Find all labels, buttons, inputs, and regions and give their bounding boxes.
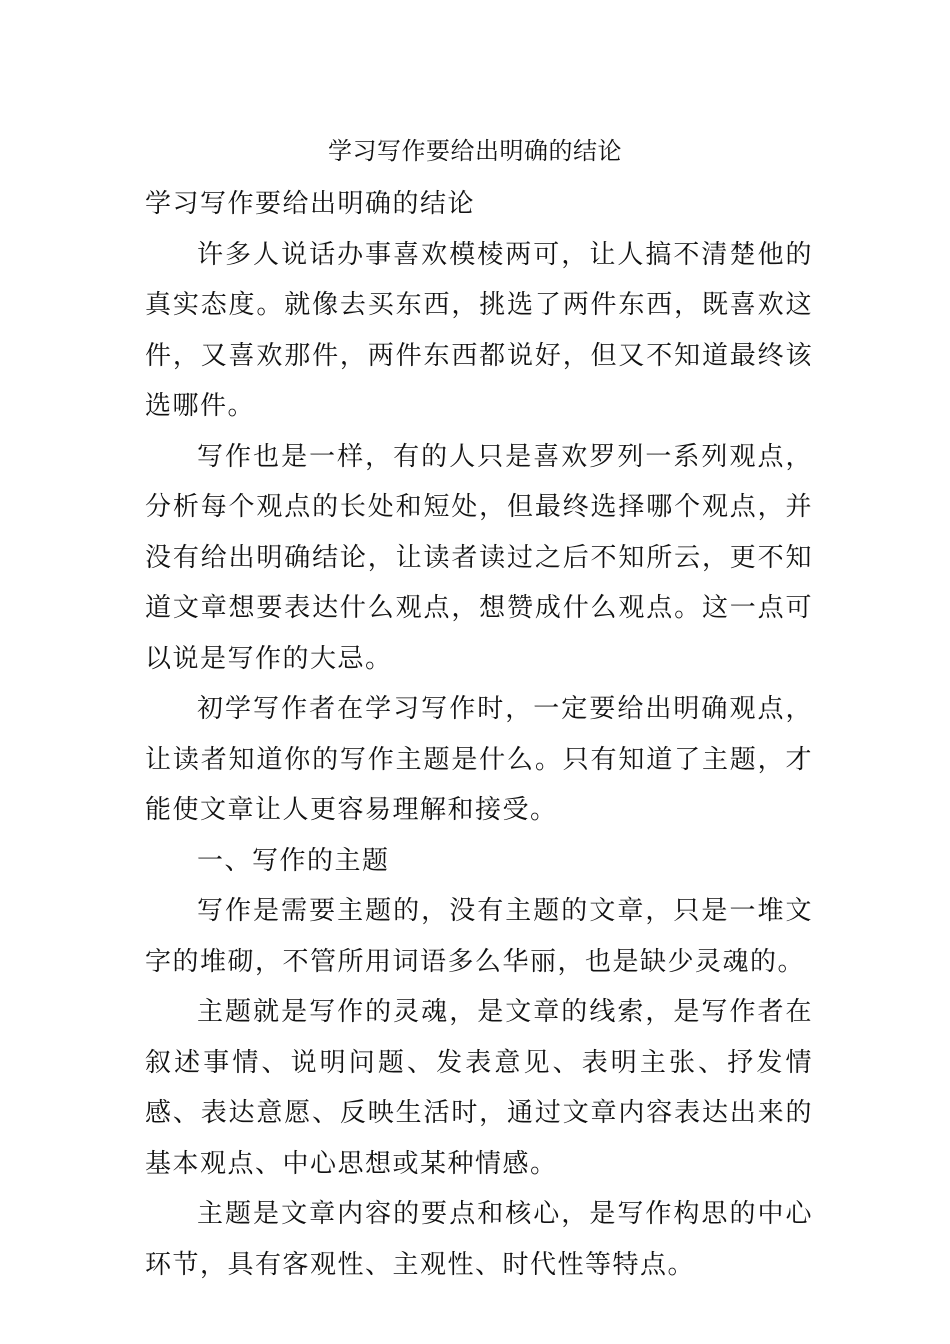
document-title: 学习写作要给出明确的结论 [328, 137, 622, 165]
paragraph: 写作是需要主题的，没有主题的文章，只是一堆文字的堆砌，不管所用词语多么华丽，也是缺少灵魂的。 [145, 896, 813, 977]
paragraph: 初学写作者在学习写作时，一定要给出明确观点，让读者知道你的写作主题是什么。只有知道了主题，才能使文章让人更容易理解和接受。 [145, 694, 813, 825]
document-subtitle: 学习写作要给出明确的结论 [145, 189, 476, 219]
paragraph: 许多人说话办事喜欢模棱两可，让人搞不清楚他的真实态度。就像去买东西，挑选了两件东西，既喜欢这件，又喜欢那件，两件东西都说好，但又不知道最终该选哪件。 [145, 239, 813, 421]
paragraph: 主题是文章内容的要点和核心，是写作构思的中心环节，具有客观性、主观性、时代性等特点。 [145, 1199, 813, 1280]
paragraph: 写作也是一样，有的人只是喜欢罗列一系列观点，分析每个观点的长处和短处，但最终选择哪个观点，并没有给出明确结论，让读者读过之后不知所云，更不知道文章想要表达什么观点，想赞成什么观点。这一点可以说是写作的大忌。 [145, 441, 813, 674]
paragraph: 主题就是写作的灵魂，是文章的线索，是写作者在叙述事情、说明问题、发表意见、表明主张、抒发情感、表达意愿、反映生活时，通过文章内容表达出来的基本观点、中心思想或某种情感。 [145, 997, 813, 1179]
document-body [145, 179, 813, 1290]
section-heading: 一、写作的主题 [197, 845, 390, 876]
